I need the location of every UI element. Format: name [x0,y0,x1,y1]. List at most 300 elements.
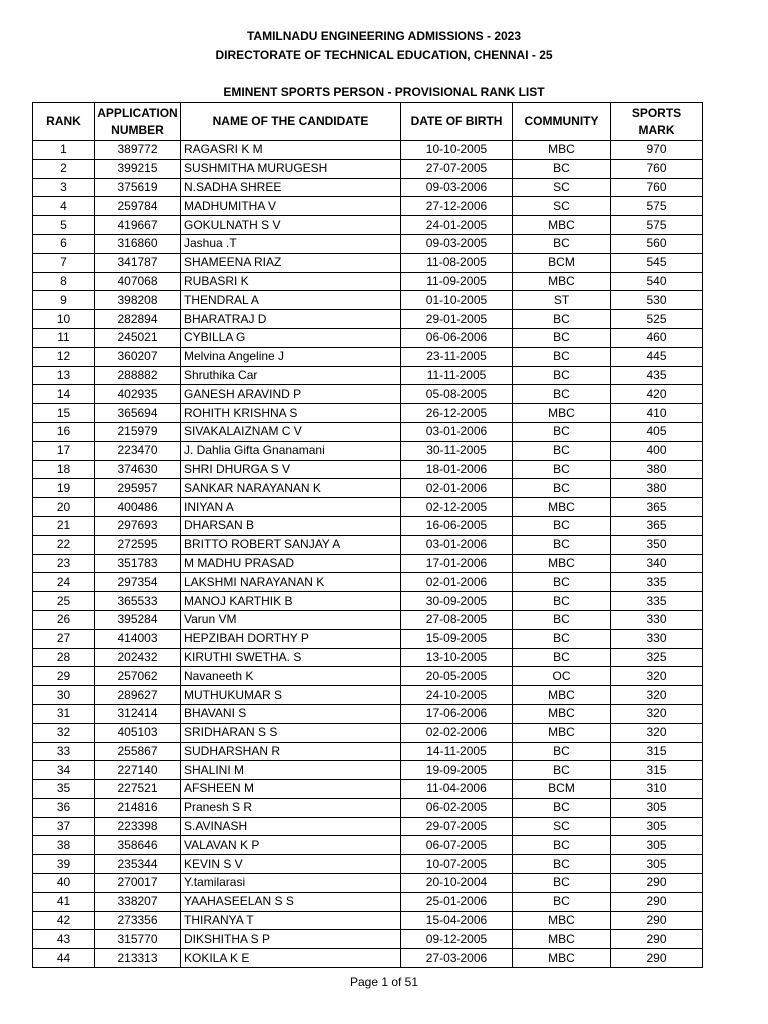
list-title: EMINENT SPORTS PERSON - PROVISIONAL RANK LIST [223,85,545,99]
candidate-name-cell: SIVAKALAIZNAM C V [181,422,401,441]
table-row [33,197,703,216]
application-number-cell: 215979 [95,422,181,441]
community-cell: BC [513,874,611,893]
column-header-candidate-name: NAME OF THE CANDIDATE [181,103,401,141]
application-number-cell: 407068 [95,272,181,291]
rank-cell: 2 [33,159,95,178]
application-number-cell: 360207 [95,347,181,366]
date-of-birth-cell: 27-08-2005 [401,610,513,629]
date-of-birth-cell: 06-02-2005 [401,798,513,817]
application-number-cell: 402935 [95,385,181,404]
candidate-name-cell: GANESH ARAVIND P [181,385,401,404]
table-row [33,723,703,742]
rank-cell: 26 [33,610,95,629]
candidate-name-cell: LAKSHMI NARAYANAN K [181,573,401,592]
table-row [33,592,703,611]
application-number-cell: 202432 [95,648,181,667]
rank-cell: 32 [33,723,95,742]
sports-mark-cell: 335 [611,573,703,592]
sports-mark-cell: 340 [611,554,703,573]
date-of-birth-cell: 13-10-2005 [401,648,513,667]
community-cell: BC [513,798,611,817]
date-of-birth-cell: 11-09-2005 [401,272,513,291]
table-row [33,817,703,836]
candidate-name-cell: Pranesh S R [181,798,401,817]
candidate-name-cell: BHAVANI S [181,704,401,723]
community-cell: SC [513,817,611,836]
date-of-birth-cell: 11-04-2006 [401,780,513,799]
date-of-birth-cell: 30-11-2005 [401,441,513,460]
date-of-birth-cell: 02-01-2006 [401,479,513,498]
application-number-cell: 223470 [95,441,181,460]
rank-cell: 28 [33,648,95,667]
application-number-cell: 338207 [95,892,181,911]
candidate-name-cell: MUTHUKUMAR S [181,686,401,705]
application-number-cell: 399215 [95,159,181,178]
application-number-cell: 295957 [95,479,181,498]
community-cell: BC [513,836,611,855]
table-row [33,573,703,592]
table-row [33,516,703,535]
sports-mark-cell: 315 [611,742,703,761]
candidate-name-cell: YAAHASEELAN S S [181,892,401,911]
table-row [33,141,703,160]
rank-cell: 18 [33,460,95,479]
date-of-birth-cell: 06-06-2006 [401,328,513,347]
application-number-cell: 273356 [95,911,181,930]
rank-cell: 17 [33,441,95,460]
rank-cell: 36 [33,798,95,817]
application-number-cell: 374630 [95,460,181,479]
application-number-cell: 315770 [95,930,181,949]
community-cell: MBC [513,141,611,160]
sports-mark-cell: 545 [611,253,703,272]
community-cell: BC [513,592,611,611]
rank-cell: 1 [33,141,95,160]
date-of-birth-cell: 20-10-2004 [401,874,513,893]
date-of-birth-cell: 03-01-2006 [401,422,513,441]
date-of-birth-cell: 10-07-2005 [401,855,513,874]
table-row [33,422,703,441]
candidate-name-cell: MADHUMITHA V [181,197,401,216]
date-of-birth-cell: 09-12-2005 [401,930,513,949]
community-cell: BC [513,610,611,629]
community-cell: MBC [513,498,611,517]
rank-cell: 13 [33,366,95,385]
community-cell: OC [513,667,611,686]
candidate-name-cell: CYBILLA G [181,328,401,347]
community-cell: BC [513,742,611,761]
candidate-name-cell: Varun VM [181,610,401,629]
sports-mark-cell: 420 [611,385,703,404]
candidate-name-cell: SHALINI M [181,761,401,780]
application-number-cell: 400486 [95,498,181,517]
rank-cell: 7 [33,253,95,272]
application-number-cell: 398208 [95,291,181,310]
application-number-cell: 235344 [95,855,181,874]
table-row [33,460,703,479]
candidate-name-cell: S.AVINASH [181,817,401,836]
candidate-name-cell: M MADHU PRASAD [181,554,401,573]
candidate-name-cell: RAGASRI K M [181,141,401,160]
date-of-birth-cell: 24-10-2005 [401,686,513,705]
date-of-birth-cell: 11-11-2005 [401,366,513,385]
column-header-application-number: APPLICATION NUMBER [95,103,181,141]
table-row [33,761,703,780]
candidate-name-cell: SUDHARSHAN R [181,742,401,761]
column-header-sports-mark: SPORTS MARK [611,103,703,141]
candidate-name-cell: KOKILA K E [181,949,401,968]
community-cell: BC [513,159,611,178]
date-of-birth-cell: 02-01-2006 [401,573,513,592]
community-cell: BC [513,422,611,441]
candidate-name-cell: ROHITH KRISHNA S [181,404,401,423]
community-cell: MBC [513,404,611,423]
application-number-cell: 272595 [95,535,181,554]
application-number-cell: 341787 [95,253,181,272]
sports-mark-cell: 380 [611,460,703,479]
column-header-date-of-birth: DATE OF BIRTH [401,103,513,141]
sports-mark-cell: 305 [611,798,703,817]
table-row [33,648,703,667]
rank-cell: 19 [33,479,95,498]
sports-mark-cell: 290 [611,911,703,930]
table-row [33,704,703,723]
rank-cell: 29 [33,667,95,686]
application-number-cell: 297693 [95,516,181,535]
community-cell: MBC [513,216,611,235]
table-row [33,366,703,385]
application-number-cell: 270017 [95,874,181,893]
rank-cell: 16 [33,422,95,441]
column-header-rank: RANK [33,103,95,141]
date-of-birth-cell: 23-11-2005 [401,347,513,366]
community-cell: BC [513,310,611,329]
table-row [33,780,703,799]
sports-mark-cell: 365 [611,516,703,535]
application-number-cell: 414003 [95,629,181,648]
candidate-name-cell: THIRANYA T [181,911,401,930]
table-header-row [33,103,703,141]
table-row [33,404,703,423]
community-cell: BC [513,366,611,385]
table-row [33,949,703,968]
sports-mark-cell: 320 [611,704,703,723]
candidate-name-cell: Melvina Angeline J [181,347,401,366]
application-number-cell: 351783 [95,554,181,573]
rank-cell: 25 [33,592,95,611]
sports-mark-cell: 365 [611,498,703,517]
application-number-cell: 389772 [95,141,181,160]
date-of-birth-cell: 29-07-2005 [401,817,513,836]
rank-cell: 24 [33,573,95,592]
rank-cell: 3 [33,178,95,197]
rank-cell: 33 [33,742,95,761]
community-cell: MBC [513,930,611,949]
table-row [33,272,703,291]
table-row [33,667,703,686]
date-of-birth-cell: 25-01-2006 [401,892,513,911]
sports-mark-cell: 320 [611,723,703,742]
sports-mark-cell: 335 [611,592,703,611]
candidate-name-cell: Navaneeth K [181,667,401,686]
date-of-birth-cell: 24-01-2005 [401,216,513,235]
table-row [33,855,703,874]
application-number-cell: 365533 [95,592,181,611]
application-number-cell: 245021 [95,328,181,347]
sports-mark-cell: 540 [611,272,703,291]
rank-cell: 22 [33,535,95,554]
candidate-name-cell: BRITTO ROBERT SANJAY A [181,535,401,554]
sports-mark-cell: 305 [611,855,703,874]
document-title: TAMILNADU ENGINEERING ADMISSIONS - 2023 [246,29,522,43]
rank-cell: 42 [33,911,95,930]
sports-mark-cell: 305 [611,817,703,836]
rank-cell: 21 [33,516,95,535]
application-number-cell: 312414 [95,704,181,723]
sports-mark-cell: 290 [611,874,703,893]
application-number-cell: 214816 [95,798,181,817]
sports-mark-cell: 290 [611,949,703,968]
table-row [33,554,703,573]
sports-mark-cell: 560 [611,234,703,253]
application-number-cell: 358646 [95,836,181,855]
date-of-birth-cell: 17-06-2006 [401,704,513,723]
candidate-name-cell: KIRUTHI SWETHA. S [181,648,401,667]
candidate-name-cell: THENDRAL A [181,291,401,310]
community-cell: BC [513,441,611,460]
date-of-birth-cell: 20-05-2005 [401,667,513,686]
candidate-name-cell: HEPZIBAH DORTHY P [181,629,401,648]
application-number-cell: 419667 [95,216,181,235]
date-of-birth-cell: 01-10-2005 [401,291,513,310]
rank-cell: 34 [33,761,95,780]
date-of-birth-cell: 26-12-2005 [401,404,513,423]
sports-mark-cell: 310 [611,780,703,799]
date-of-birth-cell: 15-04-2006 [401,911,513,930]
table-row [33,216,703,235]
application-number-cell: 257062 [95,667,181,686]
sports-mark-cell: 970 [611,141,703,160]
page-number: Page 1 of 51 [349,975,419,989]
date-of-birth-cell: 15-09-2005 [401,629,513,648]
sports-mark-cell: 445 [611,347,703,366]
rank-cell: 10 [33,310,95,329]
date-of-birth-cell: 30-09-2005 [401,592,513,611]
date-of-birth-cell: 05-08-2005 [401,385,513,404]
sports-mark-cell: 325 [611,648,703,667]
application-number-cell: 297354 [95,573,181,592]
community-cell: BC [513,347,611,366]
table-row [33,159,703,178]
rank-cell: 31 [33,704,95,723]
date-of-birth-cell: 11-08-2005 [401,253,513,272]
rank-cell: 23 [33,554,95,573]
date-of-birth-cell: 10-10-2005 [401,141,513,160]
date-of-birth-cell: 27-07-2005 [401,159,513,178]
sports-mark-cell: 320 [611,667,703,686]
rank-cell: 20 [33,498,95,517]
sports-mark-cell: 290 [611,930,703,949]
table-row [33,742,703,761]
date-of-birth-cell: 02-02-2006 [401,723,513,742]
community-cell: MBC [513,949,611,968]
rank-cell: 15 [33,404,95,423]
table-row [33,892,703,911]
rank-cell: 37 [33,817,95,836]
candidate-name-cell: BHARATRAJ D [181,310,401,329]
rank-cell: 30 [33,686,95,705]
table-row [33,498,703,517]
candidate-name-cell: VALAVAN K P [181,836,401,855]
community-cell: ST [513,291,611,310]
application-number-cell: 288882 [95,366,181,385]
application-number-cell: 255867 [95,742,181,761]
rank-cell: 4 [33,197,95,216]
application-number-cell: 365694 [95,404,181,423]
table-row [33,836,703,855]
document-subtitle: DIRECTORATE OF TECHNICAL EDUCATION, CHENNAI - 25 [215,48,553,62]
date-of-birth-cell: 03-01-2006 [401,535,513,554]
date-of-birth-cell: 27-12-2006 [401,197,513,216]
date-of-birth-cell: 27-03-2006 [401,949,513,968]
candidate-name-cell: SHAMEENA RIAZ [181,253,401,272]
sports-mark-cell: 530 [611,291,703,310]
community-cell: BC [513,629,611,648]
community-cell: BC [513,234,611,253]
application-number-cell: 316860 [95,234,181,253]
sports-mark-cell: 760 [611,159,703,178]
rank-cell: 35 [33,780,95,799]
sports-mark-cell: 330 [611,610,703,629]
table-row [33,911,703,930]
date-of-birth-cell: 09-03-2006 [401,178,513,197]
application-number-cell: 289627 [95,686,181,705]
community-cell: BC [513,328,611,347]
community-cell: BC [513,385,611,404]
date-of-birth-cell: 16-06-2005 [401,516,513,535]
table-row [33,798,703,817]
application-number-cell: 375619 [95,178,181,197]
community-cell: SC [513,197,611,216]
application-number-cell: 213313 [95,949,181,968]
candidate-name-cell: GOKULNATH S V [181,216,401,235]
rank-cell: 41 [33,892,95,911]
sports-mark-cell: 460 [611,328,703,347]
rank-cell: 44 [33,949,95,968]
candidate-name-cell: AFSHEEN M [181,780,401,799]
date-of-birth-cell: 14-11-2005 [401,742,513,761]
table-row [33,686,703,705]
sports-mark-cell: 575 [611,197,703,216]
column-header-community: COMMUNITY [513,103,611,141]
sports-mark-cell: 525 [611,310,703,329]
rank-cell: 43 [33,930,95,949]
rank-cell: 27 [33,629,95,648]
sports-mark-cell: 410 [611,404,703,423]
community-cell: BC [513,573,611,592]
table-row [33,479,703,498]
table-row [33,930,703,949]
candidate-name-cell: SUSHMITHA MURUGESH [181,159,401,178]
community-cell: BC [513,460,611,479]
date-of-birth-cell: 19-09-2005 [401,761,513,780]
candidate-name-cell: DIKSHITHA S P [181,930,401,949]
sports-mark-cell: 405 [611,422,703,441]
rank-cell: 9 [33,291,95,310]
community-cell: MBC [513,686,611,705]
table-row [33,310,703,329]
candidate-name-cell: N.SADHA SHREE [181,178,401,197]
date-of-birth-cell: 02-12-2005 [401,498,513,517]
community-cell: BC [513,855,611,874]
community-cell: BC [513,479,611,498]
community-cell: BC [513,516,611,535]
sports-mark-cell: 320 [611,686,703,705]
date-of-birth-cell: 29-01-2005 [401,310,513,329]
rank-cell: 12 [33,347,95,366]
application-number-cell: 259784 [95,197,181,216]
rank-cell: 39 [33,855,95,874]
table-row [33,178,703,197]
table-row [33,629,703,648]
table-row [33,874,703,893]
community-cell: MBC [513,272,611,291]
application-number-cell: 227140 [95,761,181,780]
candidate-name-cell: J. Dahlia Gifta Gnanamani [181,441,401,460]
candidate-name-cell: RUBASRI K [181,272,401,291]
candidate-name-cell: INIYAN A [181,498,401,517]
community-cell: BC [513,648,611,667]
application-number-cell: 405103 [95,723,181,742]
sports-mark-cell: 760 [611,178,703,197]
candidate-name-cell: SANKAR NARAYANAN K [181,479,401,498]
table-row [33,610,703,629]
community-cell: SC [513,178,611,197]
candidate-name-cell: KEVIN S V [181,855,401,874]
date-of-birth-cell: 18-01-2006 [401,460,513,479]
table-row [33,347,703,366]
community-cell: BC [513,761,611,780]
sports-mark-cell: 380 [611,479,703,498]
community-cell: BC [513,535,611,554]
table-row [33,234,703,253]
date-of-birth-cell: 06-07-2005 [401,836,513,855]
sports-mark-cell: 400 [611,441,703,460]
sports-mark-cell: 305 [611,836,703,855]
community-cell: MBC [513,911,611,930]
community-cell: MBC [513,554,611,573]
community-cell: BC [513,892,611,911]
rank-cell: 40 [33,874,95,893]
rank-list-table [32,102,703,968]
candidate-name-cell: SHRI DHURGA S V [181,460,401,479]
table-row [33,328,703,347]
candidate-name-cell: Shruthika Car [181,366,401,385]
candidate-name-cell: MANOJ KARTHIK B [181,592,401,611]
sports-mark-cell: 435 [611,366,703,385]
rank-cell: 38 [33,836,95,855]
candidate-name-cell: Y.tamilarasi [181,874,401,893]
sports-mark-cell: 330 [611,629,703,648]
application-number-cell: 223398 [95,817,181,836]
candidate-name-cell: SRIDHARAN S S [181,723,401,742]
rank-cell: 14 [33,385,95,404]
date-of-birth-cell: 09-03-2005 [401,234,513,253]
sports-mark-cell: 290 [611,892,703,911]
community-cell: MBC [513,723,611,742]
table-row [33,291,703,310]
